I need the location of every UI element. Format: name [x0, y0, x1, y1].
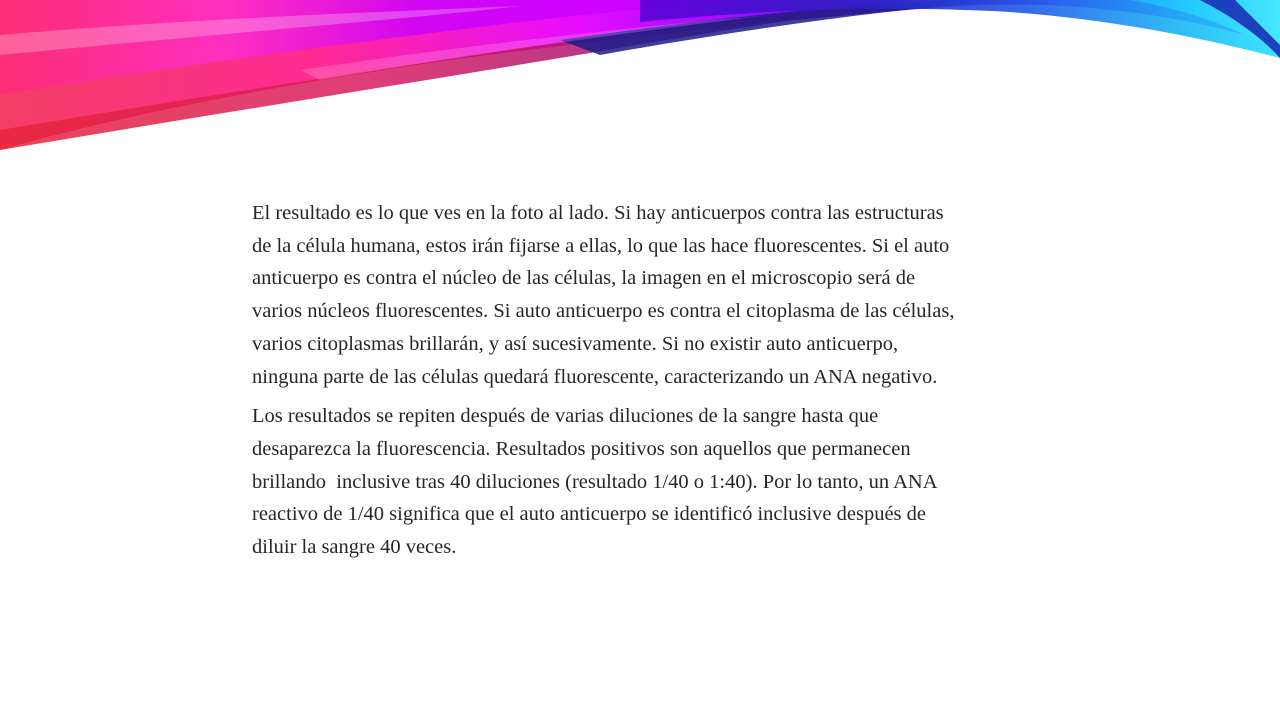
- text-line: diluir la sangre 40 veces.: [252, 536, 457, 559]
- text-line: reactivo de 1/40 significa que el auto anticuerpo se identificó inclusive después de: [252, 503, 926, 526]
- text-line: Los resultados se repiten después de varias diluciones de la sangre hasta que: [252, 405, 879, 428]
- text-line: varios citoplasmas brillarán, y así sucesivamente. Si no existir auto anticuerpo,: [252, 332, 899, 355]
- text-line: brillando inclusive tras 40 diluciones (resultado 1/40 o 1:40). Por lo tanto, un ANA: [252, 470, 938, 493]
- text-line: desaparezca la fluorescencia. Resultados positivos son aquellos que permanecen: [252, 437, 911, 460]
- text-line: varios núcleos fluorescentes. Si auto anticuerpo es contra el citoplasma de las células,: [252, 300, 955, 323]
- paragraph-ana-result: [252, 197, 1092, 393]
- text-line: El resultado es lo que ves en la foto al lado. Si hay anticuerpos contra las estructuras: [252, 202, 944, 224]
- body-text: [252, 197, 1092, 564]
- text-line: ninguna parte de las células quedará fluorescente, caracterizando un ANA negativo.: [252, 365, 938, 388]
- text-line: de la célula humana, estos irán fijarse a ellas, lo que las hace fluorescentes. Si el auto: [252, 234, 950, 257]
- text-line: anticuerpo es contra el núcleo de las células, la imagen en el microscopio será de: [252, 267, 916, 290]
- decorative-wave-banner: [0, 0, 1280, 170]
- paragraph-dilutions: [252, 400, 1092, 564]
